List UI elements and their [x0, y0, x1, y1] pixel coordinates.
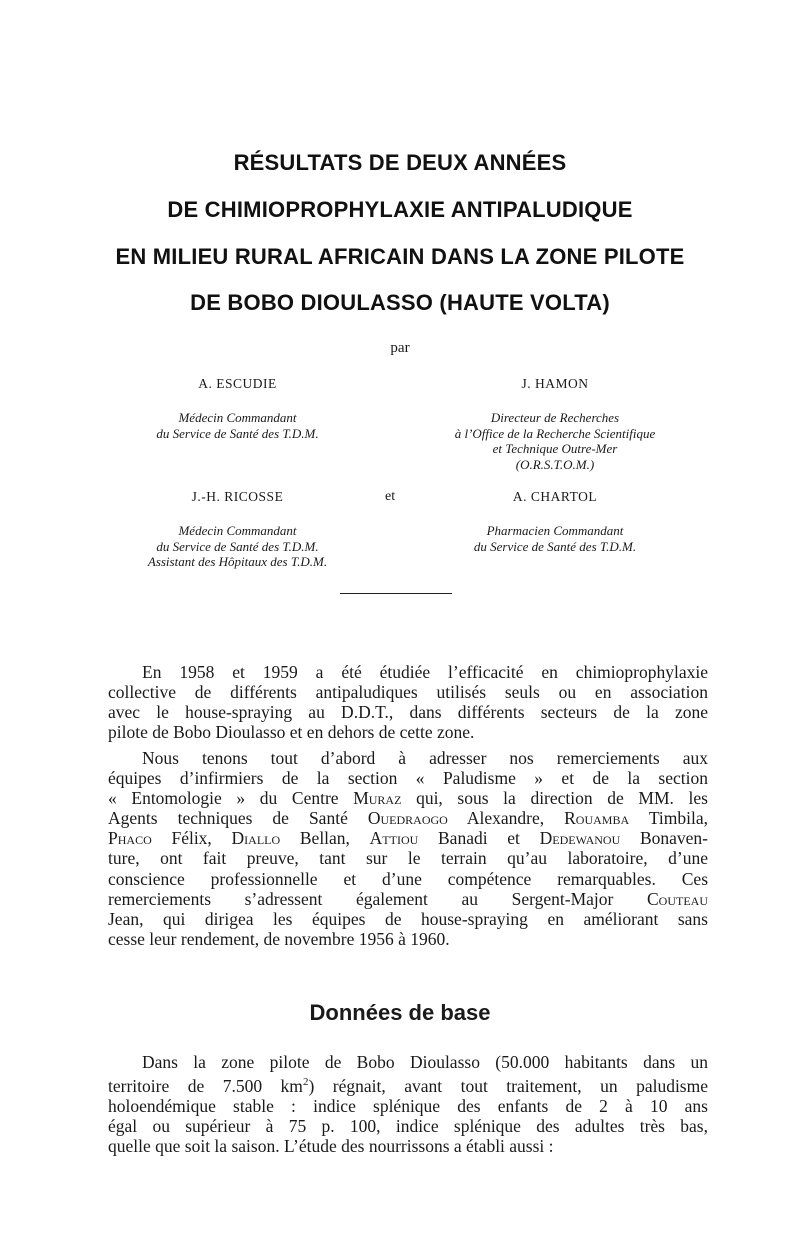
- text-run: ) régnait, avant tout traitement, un paludisme: [308, 1075, 708, 1096]
- author-role: (O.R.S.T.O.M.): [515, 456, 595, 472]
- title-line-1: RÉSULTATS DE DEUX ANNÉES: [233, 150, 567, 175]
- text-line: égal ou supérieur à 75 p. 100, indice splénique des adultes très bas,: [108, 1116, 708, 1137]
- author-hamon: [405, 376, 705, 472]
- author-role: du Service de Santé des T.D.M.: [156, 538, 319, 554]
- author-role: à l’Office de la Recherche Scientifique: [454, 425, 656, 441]
- text-run: qui, sous la direction de MM. les: [401, 788, 708, 809]
- paragraph-acknowledgements: [108, 748, 708, 949]
- text-line: avec le house-spraying au D.D.T., dans différents secteurs de la zone: [108, 702, 708, 723]
- text-line: holoendémique stable : indice splénique des enfants de 2 à 10 ans: [108, 1096, 708, 1117]
- author-chartol: [405, 489, 705, 554]
- text-line: équipes d’infirmiers de la section « Paludisme » et de la section: [108, 768, 708, 789]
- text-line: [108, 788, 708, 808]
- text-line: conscience professionnelle et d’une compétence remarquables. Ces: [108, 868, 708, 889]
- text-line: [108, 889, 708, 909]
- author-name: J.-H. RICOSSE: [191, 489, 284, 504]
- text-line: pilote de Bobo Dioulasso et en dehors de cette zone.: [108, 722, 475, 743]
- person-name: Couteau: [647, 888, 708, 909]
- author-name: A. CHARTOL: [512, 489, 598, 504]
- conjunction-et: et: [385, 489, 396, 504]
- person-name: Phaco: [108, 828, 152, 849]
- section-heading: Données de base: [309, 1000, 491, 1025]
- by-line: par: [390, 340, 410, 356]
- author-name: A. ESCUDIE: [198, 376, 277, 391]
- text-line: [108, 808, 708, 828]
- author-ricosse: [100, 489, 375, 570]
- title-line-3: EN MILIEU RURAL AFRICAIN DANS LA ZONE PILOTE: [115, 244, 685, 269]
- paragraph-base-data: [108, 1052, 708, 1156]
- author-role: et Technique Outre-Mer: [492, 441, 618, 456]
- person-name: Diallo: [231, 828, 281, 849]
- text-line: ture, ont fait preuve, tant sur le terrain qu’au laboratoire, d’une: [108, 848, 708, 869]
- text-run: Bellan,: [280, 828, 370, 849]
- text-run: Banadi et: [418, 828, 540, 849]
- superscript: 2: [302, 1076, 309, 1089]
- text-line: Jean, qui dirigea les équipes de house-spraying en améliorant sans: [108, 908, 708, 929]
- title-line-2: DE CHIMIOPROPHYLAXIE ANTIPALUDIQUE: [167, 197, 633, 222]
- author-role: Assistant des Hôpitaux des T.D.M.: [147, 554, 328, 569]
- author-role: Directeur de Recherches: [490, 410, 620, 425]
- text-run: Bonaven-: [620, 828, 708, 849]
- author-role: du Service de Santé des T.D.M.: [156, 425, 319, 441]
- separator-rule: [340, 593, 452, 594]
- text-line: Nous tenons tout d’abord à adresser nos remerciements aux: [142, 748, 708, 768]
- text-line: collective de différents antipaludiques utilisés seuls ou en association: [108, 682, 708, 703]
- text-run: Timbila,: [629, 808, 708, 829]
- author-role: du Service de Santé des T.D.M.: [473, 538, 637, 554]
- person-name: Attiou: [369, 828, 419, 849]
- text-run: Alexandre,: [447, 808, 565, 829]
- text-run: « Entomologie » du Centre: [108, 788, 354, 809]
- text-run: Félix,: [151, 828, 232, 849]
- text-line: Dans la zone pilote de Bobo Dioulasso (50.000 habitants dans un: [142, 1052, 708, 1072]
- author-role: Médecin Commandant: [178, 523, 297, 538]
- text-run: remerciements s’adressent également au Sergent-Major: [108, 888, 647, 909]
- text-run: territoire de 7.500 km: [108, 1075, 303, 1096]
- text-line: En 1958 et 1959 a été étudiée l’efficacité en chimioprophylaxie: [142, 662, 708, 682]
- author-name: J. HAMON: [521, 376, 589, 391]
- text-run: Agents techniques de Santé: [108, 808, 368, 829]
- text-line: cesse leur rendement, de novembre 1956 à 1960.: [108, 928, 450, 949]
- person-name: Dedewanou: [539, 828, 621, 849]
- paragraph-intro: [108, 662, 708, 742]
- text-line: [108, 828, 708, 848]
- author-role: Pharmacien Commandant: [486, 523, 624, 538]
- person-name: Muraz: [353, 788, 402, 809]
- author-escudie: [100, 376, 375, 441]
- person-name: Rouamba: [564, 808, 630, 829]
- text-line: [108, 1072, 708, 1096]
- title-line-4: DE BOBO DIOULASSO (HAUTE VOLTA): [190, 290, 610, 315]
- person-name: Ouedraogo: [367, 808, 448, 829]
- author-role: Médecin Commandant: [178, 410, 297, 425]
- text-line: quelle que soit la saison. L’étude des nourrissons a établi aussi :: [108, 1136, 554, 1157]
